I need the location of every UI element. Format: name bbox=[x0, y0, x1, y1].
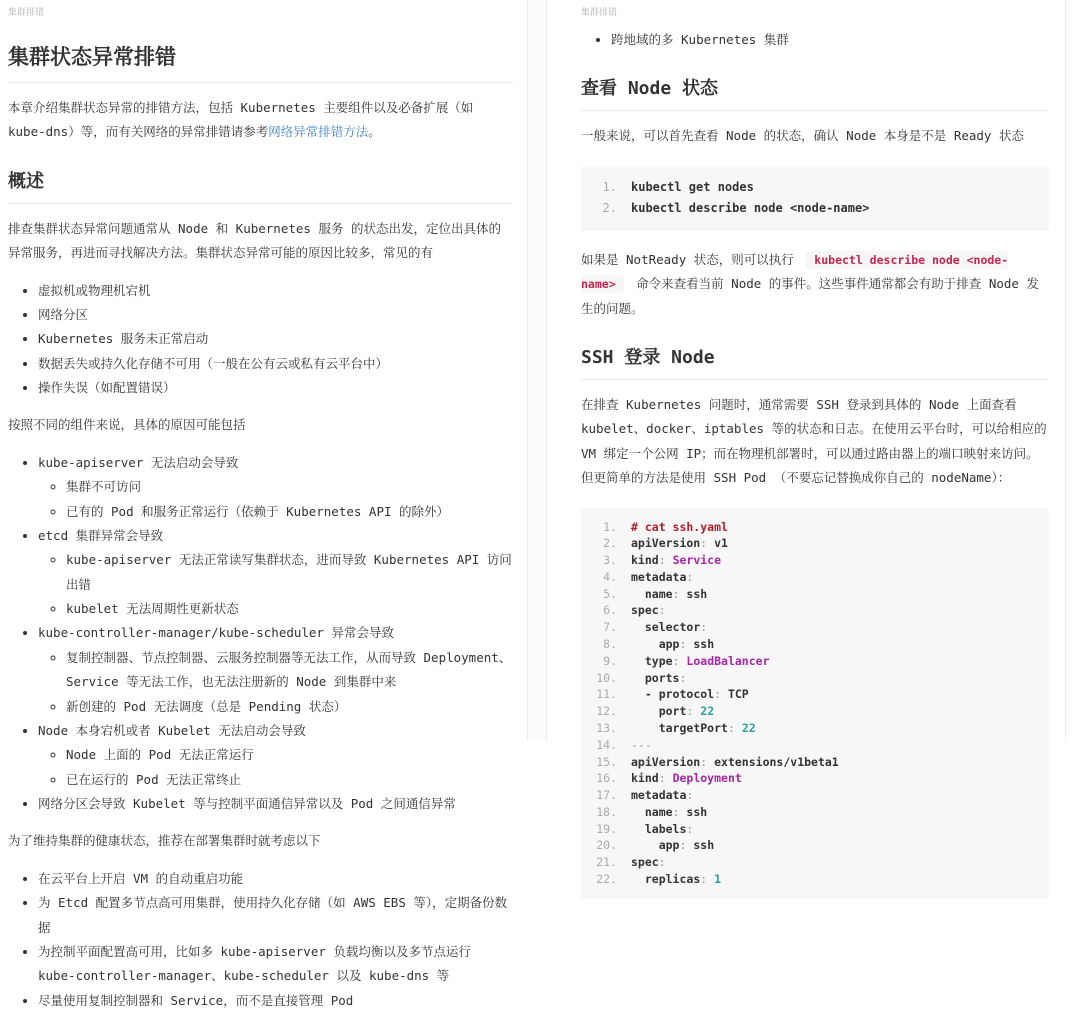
code-line bbox=[587, 854, 1035, 871]
line-number: 7. bbox=[603, 620, 617, 635]
code-line bbox=[587, 535, 1035, 552]
line-number: 20. bbox=[596, 838, 617, 853]
line-number: 1. bbox=[603, 519, 617, 534]
code-token bbox=[631, 805, 645, 819]
inline-code-describe-node: kubectl describe node <node-name> bbox=[581, 252, 1009, 292]
line-number: 2. bbox=[602, 201, 617, 216]
code-text bbox=[631, 636, 714, 653]
code-line bbox=[587, 519, 1035, 536]
line-number: 6. bbox=[603, 603, 617, 618]
code-token bbox=[631, 822, 645, 836]
code-token: selector bbox=[644, 620, 701, 635]
line-number: 3. bbox=[603, 553, 617, 568]
code-token: : bbox=[686, 788, 694, 803]
code-text bbox=[631, 552, 721, 569]
code-token: ssh bbox=[693, 838, 715, 853]
code-line bbox=[587, 602, 1035, 619]
code-token: 1 bbox=[714, 871, 722, 886]
code-line bbox=[587, 586, 1035, 603]
code-line bbox=[587, 552, 1035, 569]
code-text bbox=[631, 804, 707, 821]
line-number: 15. bbox=[596, 754, 617, 769]
page-divider bbox=[527, 0, 547, 740]
code-lines bbox=[587, 177, 1035, 220]
line-number: 17. bbox=[596, 788, 617, 803]
code-token: : bbox=[658, 855, 666, 870]
sub-list bbox=[38, 743, 513, 792]
list-item: • 在云平台上开启 VM 的自动重启功能 bbox=[38, 867, 513, 891]
list-item: • 网络分区 bbox=[38, 303, 513, 327]
code-token bbox=[631, 872, 645, 886]
code-token: : bbox=[700, 871, 715, 886]
code-token: - bbox=[631, 687, 659, 702]
code-line bbox=[587, 703, 1035, 720]
code-block-node-status bbox=[581, 166, 1049, 231]
code-token: metadata bbox=[631, 788, 687, 803]
code-line bbox=[587, 686, 1035, 703]
line-number: 1. bbox=[602, 179, 617, 194]
code-text: kubectl describe node <node-name> bbox=[631, 201, 870, 216]
code-line bbox=[587, 619, 1035, 636]
code-token bbox=[631, 587, 645, 601]
code-text bbox=[631, 569, 693, 586]
code-token: : bbox=[672, 653, 687, 668]
code-line bbox=[587, 770, 1035, 787]
code-text bbox=[631, 837, 714, 854]
code-text bbox=[631, 670, 686, 687]
list-item: • 网络分区会导致 Kubelet 等与控制平面通信异常以及 Pod 之间通信异常 bbox=[38, 792, 513, 816]
code-token: : bbox=[700, 754, 715, 769]
code-token: metadata bbox=[631, 569, 687, 584]
breadcrumb: 集群排错 bbox=[8, 8, 45, 18]
code-token bbox=[631, 704, 659, 718]
line-number: 21. bbox=[596, 855, 617, 870]
code-token: labels bbox=[644, 821, 687, 836]
list-item: • 虚拟机或物理机宕机 bbox=[38, 279, 513, 303]
background bbox=[1066, 0, 1080, 740]
list-item: • Kubernetes 服务未正常启动 bbox=[38, 327, 513, 351]
node-status-note bbox=[581, 248, 1049, 321]
list-item: • Node 本身宕机或者 Kubelet 无法启动会导致 ◦ Node 上面的 Pod 无法正常运行 ◦ 已在运行的 Pod 无法正常终止 bbox=[38, 719, 513, 792]
code-text: kubectl get nodes bbox=[631, 179, 754, 194]
line-number: 9. bbox=[603, 653, 617, 668]
code-line bbox=[587, 754, 1035, 771]
list-item: • 数据丢失或持久化存储不可用（一般在公有云或私有云平台中） bbox=[38, 352, 513, 376]
code-token: TCP bbox=[727, 687, 749, 702]
recommendation-list bbox=[8, 867, 513, 1013]
code-token: : bbox=[686, 569, 694, 584]
line-number: 8. bbox=[603, 637, 617, 652]
list-item: ◦ Node 上面的 Pod 无法正常运行 bbox=[66, 743, 513, 767]
breadcrumb: 集群排错 bbox=[581, 8, 618, 18]
code-line bbox=[587, 804, 1035, 821]
note-text-post: 命令来查看当前 Node 的事件。这些事件通常都会有助于排查 Node 发生的问题。 bbox=[581, 276, 1039, 316]
code-token: name bbox=[644, 804, 673, 819]
list-item: • etcd 集群异常会导致 ◦ kube-apiserver 无法正常读写集群状态，进而导致 Kubernetes API 访问出错 ◦ kubelet 无法周期性更新状态 bbox=[38, 524, 513, 622]
code-line bbox=[587, 636, 1035, 653]
code-text bbox=[631, 787, 693, 804]
code-token: # cat ssh.yaml bbox=[631, 519, 728, 534]
code-line bbox=[587, 177, 1035, 199]
component-cause-list bbox=[8, 451, 513, 817]
code-token: : bbox=[658, 771, 673, 786]
list-item: • kube-controller-manager/kube-scheduler 异常会导致 ◦ 复制控制器、节点控制器、云服务控制器等无法工作，从而导致 Deployment、Service 等无法工作，也无法注册新的 Node 到集群中来 ◦ 新创建的 Pod 无法调度（总是 Pending 状态） bbox=[38, 621, 513, 719]
line-number: 11. bbox=[596, 687, 617, 702]
code-line bbox=[587, 787, 1035, 804]
code-token: 22 bbox=[700, 704, 715, 719]
overview-lead: 排查集群状态异常问题通常从 Node 和 Kubernetes 服务 的状态出发，定位出具体的异常服务，再进而寻找解决方法。集群状态异常可能的原因比较多，常见的有 bbox=[8, 220, 501, 261]
intro-text-post: 。 bbox=[368, 124, 381, 140]
code-token: extensions/v1beta1 bbox=[714, 754, 839, 769]
code-line bbox=[587, 720, 1035, 737]
continued-list bbox=[581, 28, 1049, 52]
code-token: name bbox=[644, 586, 673, 601]
code-token: : bbox=[686, 821, 694, 836]
line-number: 5. bbox=[603, 586, 617, 601]
code-token: v1 bbox=[714, 536, 728, 551]
code-token: : bbox=[686, 704, 701, 719]
code-token: ports bbox=[644, 670, 680, 685]
health-lead: 为了维持集群的健康状态，推荐在部署集群时就考虑以下 bbox=[8, 833, 321, 849]
code-block-ssh-yaml bbox=[581, 508, 1049, 899]
code-text bbox=[631, 770, 742, 787]
sub-list bbox=[38, 548, 513, 621]
code-token: : bbox=[700, 620, 708, 635]
list-item: ◦ 复制控制器、节点控制器、云服务控制器等无法工作，从而导致 Deployment、Service 等无法工作，也无法注册新的 Node 到集群中来 bbox=[66, 646, 513, 695]
code-token: targetPort bbox=[658, 720, 728, 735]
code-token: Deployment bbox=[672, 771, 742, 786]
note-text-pre: 如果是 NotReady 状态，则可以执行 bbox=[581, 251, 802, 267]
code-text bbox=[631, 586, 707, 603]
intro-paragraph bbox=[8, 96, 513, 145]
line-number: 2. bbox=[603, 536, 617, 551]
code-text bbox=[631, 686, 749, 703]
line-number: 18. bbox=[596, 804, 617, 819]
line-number: 22. bbox=[596, 871, 617, 886]
node-status-lead: 一般来说，可以首先查看 Node 的状态，确认 Node 本身是不是 Ready 状态 bbox=[581, 128, 1024, 144]
code-token bbox=[631, 620, 645, 634]
code-token: replicas bbox=[644, 871, 701, 886]
code-text bbox=[631, 535, 728, 552]
line-number: 10. bbox=[596, 670, 617, 685]
code-token: apiVersion bbox=[631, 536, 701, 551]
code-token: : bbox=[727, 720, 742, 735]
code-token: Service bbox=[672, 553, 722, 568]
code-token: : bbox=[672, 804, 687, 819]
list-item: ◦ 已在运行的 Pod 无法正常终止 bbox=[66, 768, 513, 792]
code-token: kind bbox=[631, 553, 659, 568]
page-left bbox=[0, 0, 527, 1008]
code-token: spec bbox=[631, 603, 659, 618]
section-ssh-heading: SSH 登录 Node bbox=[581, 343, 1049, 380]
code-text bbox=[631, 871, 721, 888]
line-number: 4. bbox=[603, 569, 617, 584]
code-token bbox=[631, 721, 659, 735]
ssh-lead: 在排查 Kubernetes 问题时，通常需要 SSH 登录到具体的 Node 上面查看 kubelet、docker、iptables 等的状态和日志。在使用云平台时，可以给相应的 VM 绑定一个公网 IP；而在物理机部署时，可以通过路由器上的端口映射来访问。但更简单的方法是使用 SSH Pod （不要忘记替换成你自己的 nodeName）： bbox=[581, 397, 1047, 486]
page-right bbox=[547, 0, 1065, 886]
code-token: ssh bbox=[693, 637, 715, 652]
cause-list bbox=[8, 279, 513, 401]
list-item: ◦ kubelet 无法周期性更新状态 bbox=[66, 597, 513, 621]
code-text bbox=[631, 519, 728, 536]
line-number: 13. bbox=[596, 720, 617, 735]
code-token: type bbox=[644, 653, 673, 668]
list-item: • kube-apiserver 无法启动会导致 ◦ 集群不可访问 ◦ 已有的 Pod 和服务正常运行（依赖于 Kubernetes API 的除外） bbox=[38, 451, 513, 524]
line-number: 12. bbox=[596, 704, 617, 719]
code-token: app bbox=[658, 637, 680, 652]
code-text bbox=[631, 602, 666, 619]
line-number: 16. bbox=[596, 771, 617, 786]
code-line bbox=[587, 198, 1035, 220]
code-token: : bbox=[658, 553, 673, 568]
code-line bbox=[587, 670, 1035, 687]
page-title: 集群状态异常排错 bbox=[8, 41, 513, 83]
code-token: ssh bbox=[686, 586, 708, 601]
code-token: protocol bbox=[658, 687, 715, 702]
list-item: ◦ 已有的 Pod 和服务正常运行（依赖于 Kubernetes API 的除外） bbox=[66, 500, 513, 524]
network-troubleshooting-link[interactable]: 网络异常排错方法 bbox=[268, 124, 369, 140]
components-lead: 按照不同的组件来说，具体的原因可能包括 bbox=[8, 417, 246, 433]
code-line bbox=[587, 871, 1035, 888]
code-token: app bbox=[658, 838, 680, 853]
code-token bbox=[631, 838, 659, 852]
intro-text-pre: 本章介绍集群状态异常的排错方法，包括 Kubernetes 主要组件以及必备扩展（如 kube-dns）等，而有关网络的异常排错请参考 bbox=[8, 100, 474, 140]
code-token: : bbox=[679, 670, 687, 685]
code-token: : bbox=[679, 637, 694, 652]
code-token bbox=[631, 637, 659, 651]
code-token: 22 bbox=[741, 720, 756, 735]
code-token: : bbox=[672, 586, 687, 601]
code-line bbox=[587, 837, 1035, 854]
code-text bbox=[631, 854, 666, 871]
list-item: ◦ 新创建的 Pod 无法调度（总是 Pending 状态） bbox=[66, 695, 513, 719]
code-token: : bbox=[679, 838, 694, 853]
sub-list bbox=[38, 646, 513, 719]
code-text bbox=[631, 653, 770, 670]
code-text bbox=[631, 720, 756, 737]
list-item: • 尽量使用复制控制器和 Service，而不是直接管理 Pod bbox=[38, 989, 513, 1013]
list-item: • 跨地域的多 Kubernetes 集群 bbox=[611, 28, 1049, 52]
code-text bbox=[631, 703, 714, 720]
code-token: --- bbox=[631, 737, 652, 752]
code-text bbox=[631, 821, 693, 838]
code-text bbox=[631, 619, 707, 636]
code-line bbox=[587, 737, 1035, 754]
code-token: ssh bbox=[686, 804, 708, 819]
code-text bbox=[631, 754, 839, 771]
line-number: 19. bbox=[596, 821, 617, 836]
list-item: • 为控制平面配置高可用，比如多 kube-apiserver 负载均衡以及多节点运行 kube-controller-manager、kube-scheduler 以及 kube-dns 等 bbox=[38, 940, 513, 989]
line-number: 14. bbox=[596, 737, 617, 752]
list-item: • 操作失误（如配置错误） bbox=[38, 376, 513, 400]
code-text bbox=[631, 737, 652, 754]
sub-list bbox=[38, 475, 513, 524]
code-token: : bbox=[700, 536, 715, 551]
code-token: spec bbox=[631, 855, 659, 870]
code-token bbox=[631, 654, 645, 668]
code-token: apiVersion bbox=[631, 754, 701, 769]
section-overview-heading: 概述 bbox=[8, 167, 513, 204]
list-item: • 为 Etcd 配置多节点高可用集群，使用持久化存储（如 AWS EBS 等），定期备份数据 bbox=[38, 891, 513, 940]
list-item: ◦ 集群不可访问 bbox=[66, 475, 513, 499]
code-line bbox=[587, 821, 1035, 838]
yaml-lines bbox=[587, 519, 1035, 888]
code-line bbox=[587, 569, 1035, 586]
code-token: port bbox=[658, 704, 687, 719]
list-item: ◦ kube-apiserver 无法正常读写集群状态，进而导致 Kubernetes API 访问出错 bbox=[66, 548, 513, 597]
code-token: : bbox=[658, 603, 666, 618]
code-token: : bbox=[714, 687, 728, 702]
section-node-status-heading: 查看 Node 状态 bbox=[581, 74, 1049, 111]
code-token: LoadBalancer bbox=[686, 653, 770, 668]
code-token: kind bbox=[631, 771, 659, 786]
code-line bbox=[587, 653, 1035, 670]
code-token bbox=[631, 671, 645, 685]
